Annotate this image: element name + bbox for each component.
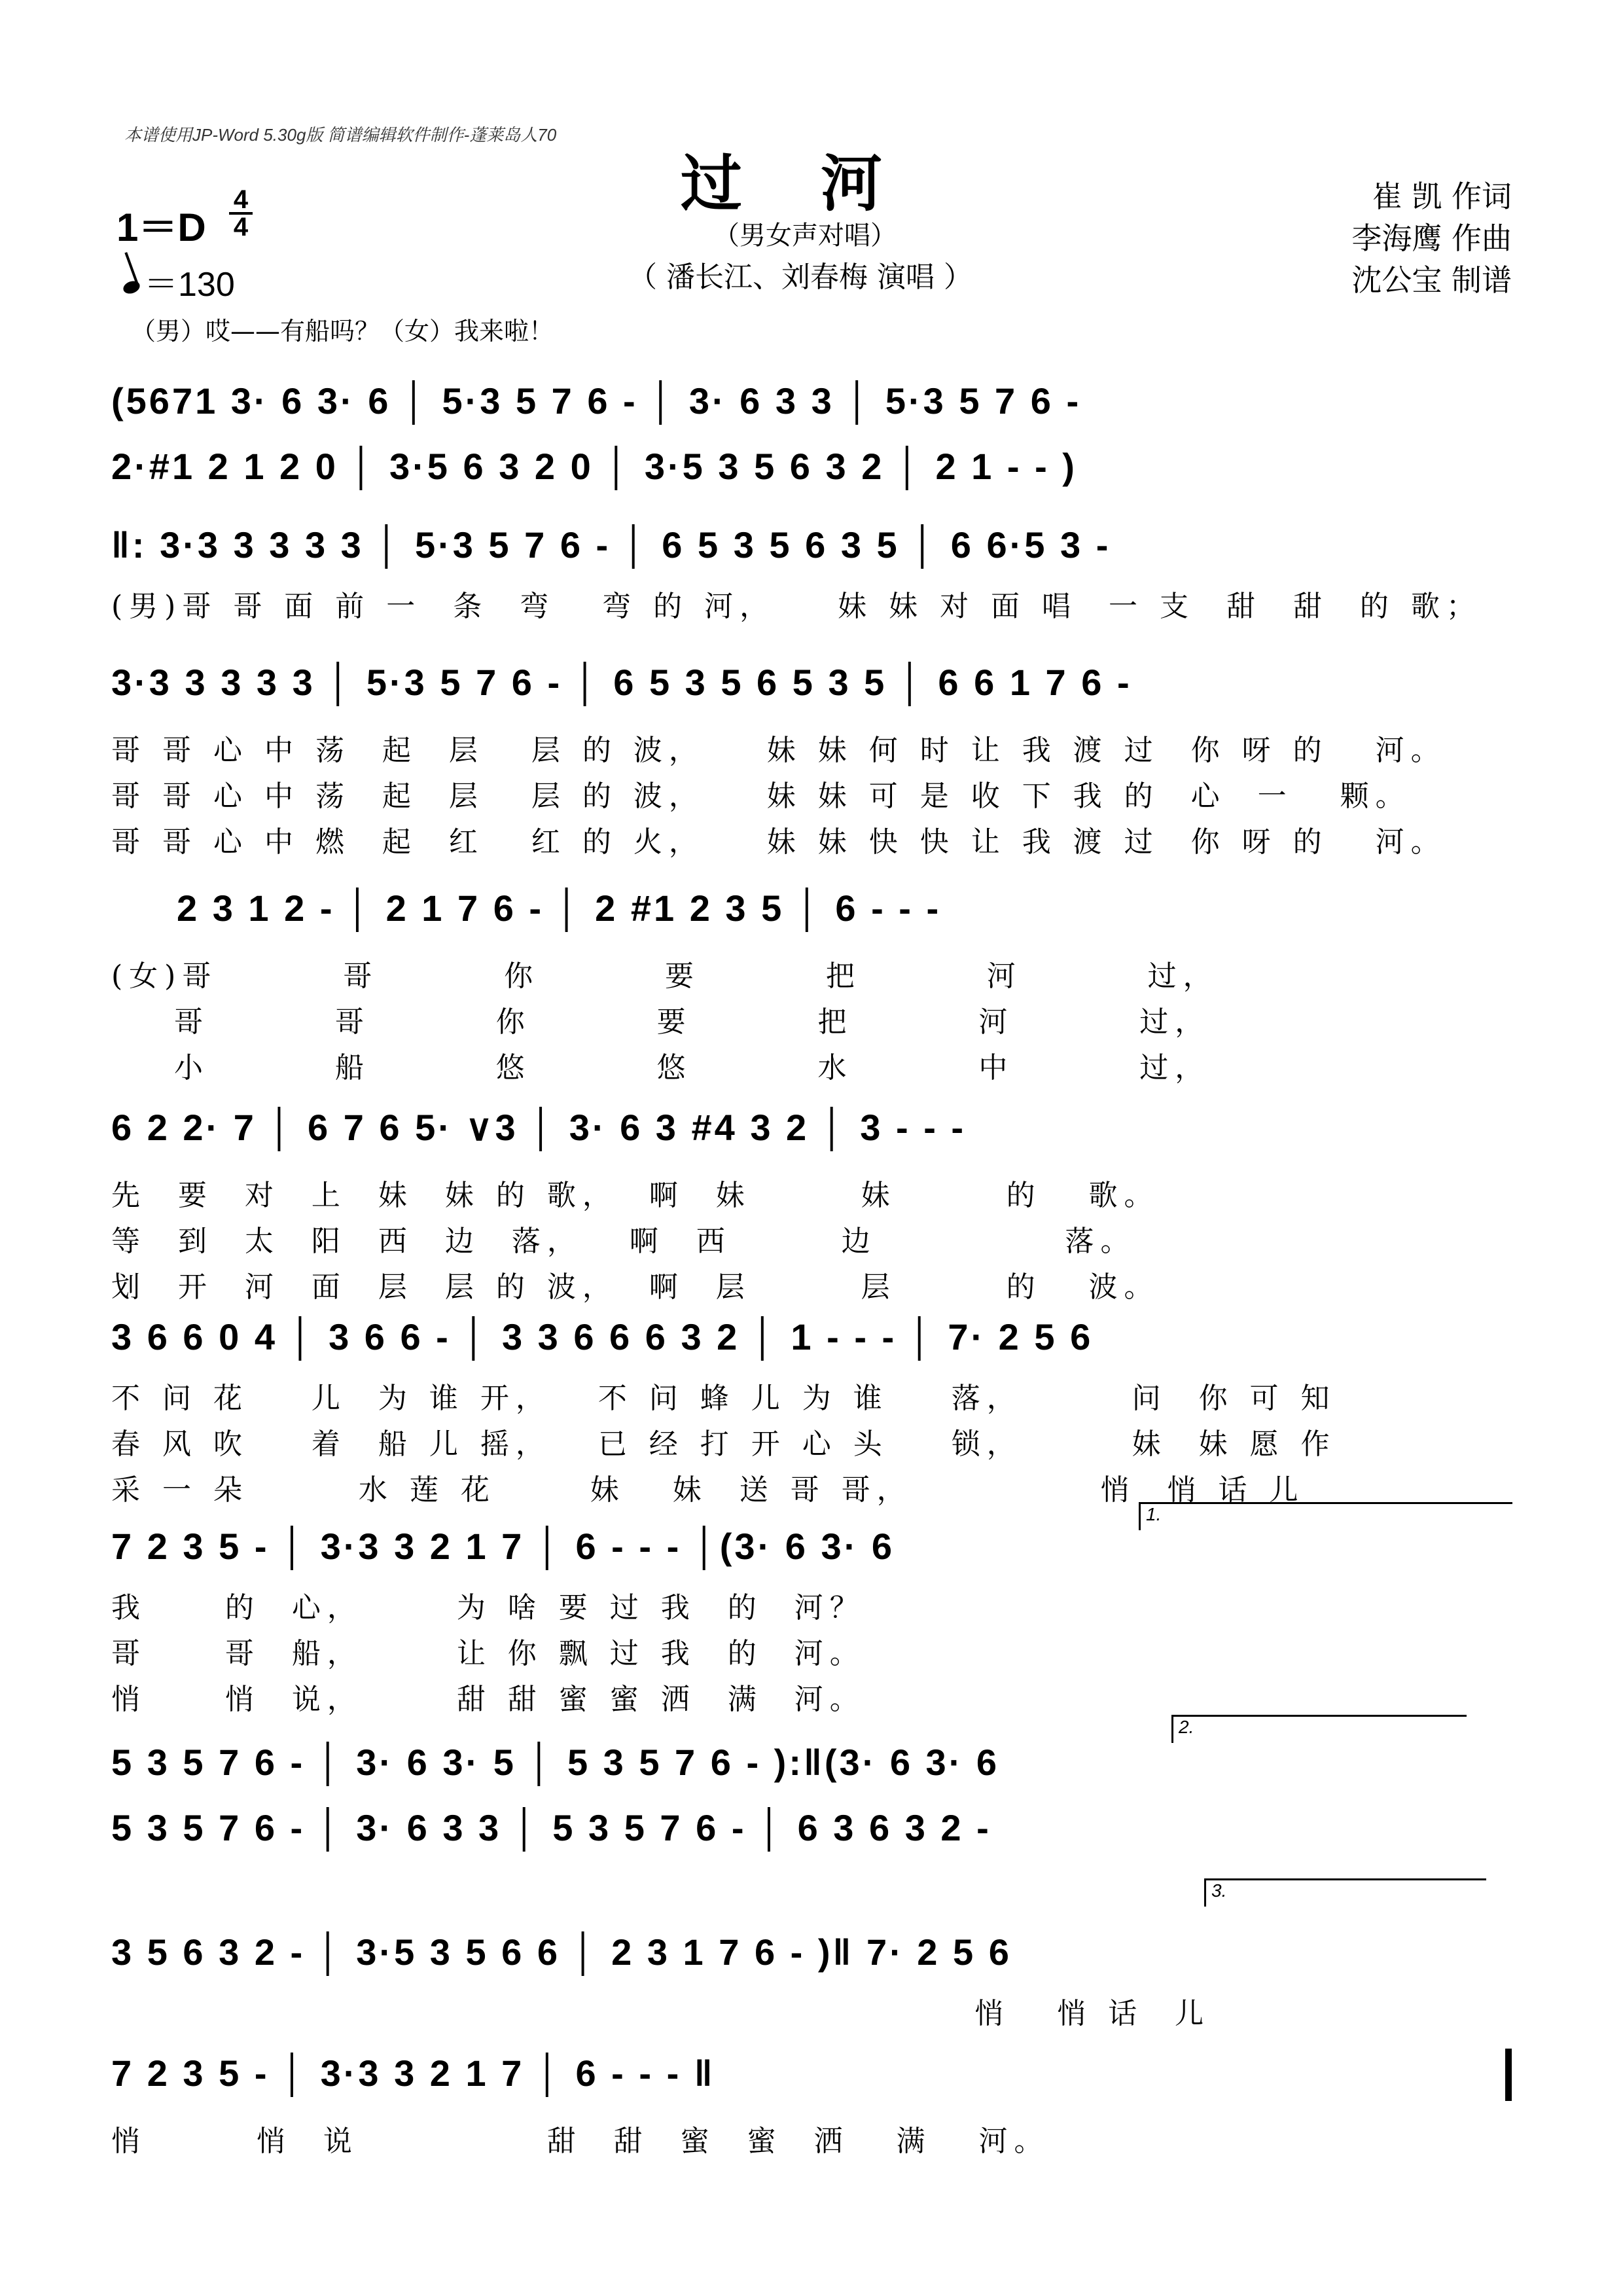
notation-line: 3·3 3 3 3 3 │ 5·3 5 7 6 - │ 6 5 3 5 6 5 3 5 │ 6 6 1 7 6 -	[111, 662, 1132, 703]
lyric-line: 悄 悄 说 甜 甜 蜜 蜜 洒 满 河。	[111, 2125, 1050, 2158]
lyric-verse-2: 春 风 吹 着 船 儿 摇， 已 经 打 开 心 头 锁， 妹 妹 愿 作	[111, 1427, 1336, 1461]
notation-line: 7 2 3 5 - │ 3·3 3 2 1 7 │ 6 - - - │(3· 6 3· 6	[111, 1526, 895, 1567]
quarter-note-icon	[122, 279, 142, 296]
key-signature: 1＝D	[116, 206, 206, 249]
credit-composer: 李海鹰 作曲	[1351, 221, 1512, 256]
lyric-verse-2: 哥 哥 你 要 把 河 过，	[111, 1005, 1211, 1039]
notation-line: 7 2 3 5 - │ 3·3 3 2 1 7 │ 6 - - - ‖	[111, 2053, 715, 2094]
lyric-verse-1: 哥 哥 心 中 荡 起 层 层 的 波， 妹 妹 何 时 让 我 渡 过 你 呀 的 河。	[111, 734, 1446, 767]
lyric-verse-1: (男)哥 哥 面 前 一 条 弯 弯 的 河， 妹 妹 对 面 唱 一 支 甜 甜 的 歌；	[111, 590, 1482, 623]
credit-lyricist: 崔 凯 作词	[1372, 179, 1512, 214]
subtitle-performers: （ 潘长江、刘春梅 演唱 ）	[628, 260, 972, 294]
lyric-verse-3: 哥 哥 心 中 燃 起 红 红 的 火， 妹 妹 快 快 让 我 渡 过 你 呀 的 河。	[111, 825, 1446, 859]
score-row-10	[111, 1806, 1525, 1865]
lyric-verse-3: 采 一 朵 水 莲 花 妹 妹 送 哥 哥， 悄 悄 话 儿	[111, 1473, 1305, 1507]
notation-line: 2·#1 2 1 2 0 │ 3·5 6 3 2 0 │ 3·5 3 5 6 3 2 │ 2 1 - - )	[111, 446, 1077, 487]
score-row-4	[111, 661, 1525, 857]
notation-line: 2 3 1 2 - │ 2 1 7 6 - │ 2 #1 2 3 5 │ 6 - - -	[177, 888, 942, 929]
lyric-verse-2: 等 到 太 阳 西 边 落， 啊 西 边 落。	[111, 1225, 1136, 1258]
lyric-verse-2: 哥 哥 船， 让 你 飘 过 我 的 河。	[111, 1637, 865, 1670]
volta-2: 2.	[1171, 1715, 1467, 1743]
volta-3: 3.	[1204, 1878, 1486, 1907]
notation-line: 3 5 6 3 2 - │ 3·5 3 5 6 6 │ 2 3 1 7 6 - )‖ 7· 2 5 6	[111, 1931, 1012, 1973]
notation-line: (5671 3· 6 3· 6 │ 5·3 5 7 6 - │ 3· 6 3 3 │ 5·3 5 7 6 -	[111, 380, 1082, 422]
lyric-verse-2: 哥 哥 心 中 荡 起 层 层 的 波， 妹 妹 可 是 收 下 我 的 心 一 颗。	[111, 780, 1411, 813]
song-title: 过河	[681, 148, 961, 220]
software-note: 本谱使用JP-Word 5.30g版 简谱编辑软件制作-蓬莱岛人70	[124, 125, 557, 145]
notation-line: ‖: 3·3 3 3 3 3 │ 5·3 5 7 6 - │ 6 5 3 5 6 3 5 │ 6 6·5 3 -	[111, 524, 1111, 565]
lyric-verse-3: 小 船 悠 悠 水 中 过，	[111, 1051, 1211, 1085]
score-row-9	[111, 1741, 1525, 1800]
subtitle-duet: （男女声对唱）	[713, 221, 897, 251]
final-barline	[1505, 2049, 1512, 2101]
credits	[1315, 175, 1512, 301]
notation-line: 5 3 5 7 6 - │ 3· 6 3 3 │ 5 3 5 7 6 - │ 6 3 6 3 2 -	[111, 1807, 991, 1848]
tempo-mark	[123, 257, 235, 306]
lyric-verse-3: 悄 悄 说， 甜 甜 蜜 蜜 洒 满 河。	[111, 1683, 865, 1716]
score-row-5	[111, 887, 1525, 1083]
lyric-verse-1: (女)哥 哥 你 要 把 河 过，	[111, 960, 1219, 993]
score-row-2	[111, 445, 1525, 511]
time-top: 4	[233, 185, 249, 214]
lyric-verse-3: 划 开 河 面 层 层 的 波， 啊 层 层 的 波。	[111, 1270, 1160, 1304]
time-signature	[229, 187, 253, 240]
volta-1: 1.	[1139, 1502, 1512, 1530]
lyric-line: 悄 悄 话 儿	[111, 1997, 1211, 2030]
credit-transcriber: 沈公宝 制谱	[1351, 262, 1512, 298]
spoken-dialogue: （男）哎——有船吗？（女）我来啦！	[131, 317, 554, 346]
score-row-7	[111, 1316, 1525, 1512]
notation-line: 6 2 2· 7 │ 6 7 6 5· ∨3 │ 3· 6 3 #4 3 2 │ 3 - - -	[111, 1107, 967, 1148]
notation-line: 3 6 6 0 4 │ 3 6 6 - │ 3 3 6 6 6 3 2 │ 1 - - - │ 7· 2 5 6	[111, 1316, 1094, 1357]
lyric-verse-1: 不 问 花 儿 为 谁 开， 不 问 蜂 儿 为 谁 落， 问 你 可 知	[111, 1382, 1336, 1415]
score-row-8	[111, 1525, 1525, 1721]
lyric-verse-1: 我 的 心， 为 啥 要 过 我 的 河？	[111, 1591, 865, 1624]
score-row-11	[111, 1931, 1525, 2036]
lyric-verse-1: 先 要 对 上 妹 妹 的 歌， 啊 妹 妹 的 歌。	[111, 1179, 1160, 1212]
score-row-3	[111, 524, 1525, 628]
time-bottom: 4	[233, 213, 249, 242]
score-row-12	[111, 2052, 1525, 2157]
score-row-1	[111, 367, 1525, 432]
tempo-value: ＝130	[144, 266, 235, 304]
notation-line: 5 3 5 7 6 - │ 3· 6 3· 5 │ 5 3 5 7 6 - ):‖(3· 6 3· 6	[111, 1742, 1000, 1783]
score-row-6	[111, 1106, 1525, 1302]
